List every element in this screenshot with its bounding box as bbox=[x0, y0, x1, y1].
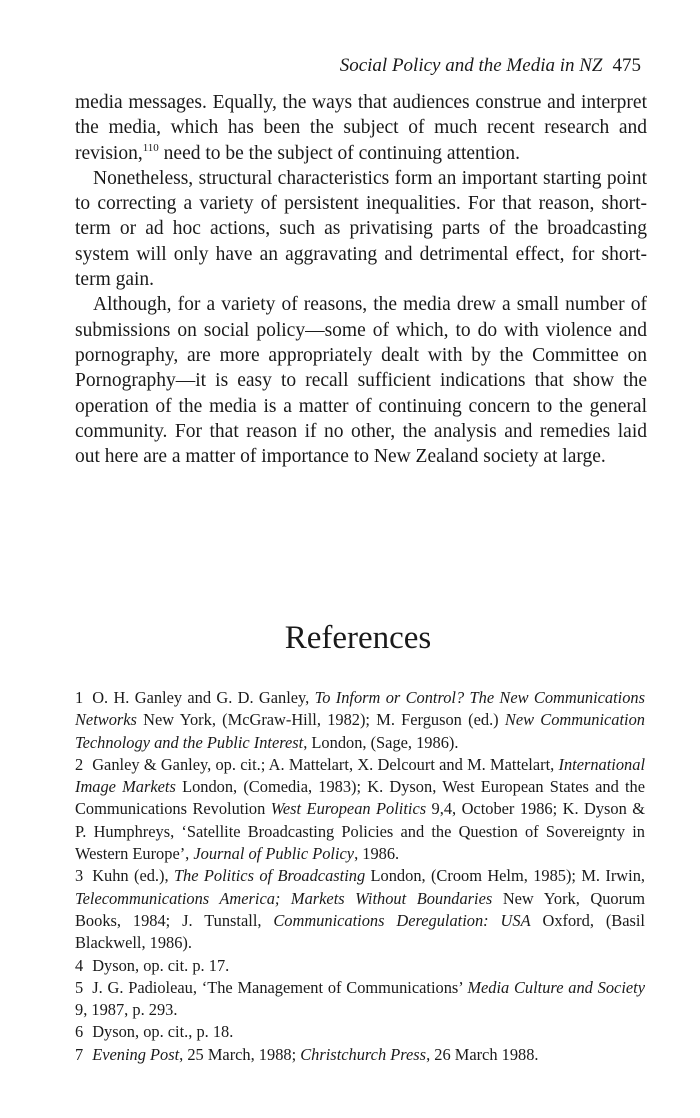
paragraph-3: Although, for a variety of reasons, the media drew a small number of submissions on social policy—some of which, to do with violence and pornography, are more appropriately dealt with by the Committee on Pornography—it is easy to recall sufficient indications that show the operation of the media is a matter of continuing concern to the general community. For that reason if no other, the analysis and remedies laid out here are a matter of importance to New Zealand society at large. bbox=[75, 294, 647, 468]
reference-title: Media Culture and Society bbox=[467, 977, 645, 997]
reference-title: Evening Post bbox=[92, 1044, 180, 1064]
reference-text: , London, (Sage, 1986). bbox=[303, 732, 459, 752]
reference-number: 6 bbox=[75, 1022, 84, 1042]
reference-text: 9, 1987, p. 293. bbox=[75, 1000, 178, 1020]
reference-number: 3 bbox=[75, 866, 84, 886]
reference-text: London, (Comedia, 1983); K. Dyson, West European States and the Communications Revolution bbox=[75, 777, 645, 819]
paragraph-2: Nonetheless, structural characteristics form an important starting point to correcting a variety of persistent inequalities. For that reason, short-term or ad hoc actions, such as privatising parts of the broadcasting system will only have an aggravating and detrimental effect, for short-term gain. bbox=[75, 167, 647, 291]
reference-title: The Politics of Broadcasting bbox=[173, 866, 366, 886]
reference-text: Kuhn (ed.), bbox=[92, 866, 174, 886]
paragraph-1-text-b: need to be the subject of continuing attention. bbox=[158, 142, 520, 164]
references-heading: References bbox=[284, 620, 432, 656]
references-list bbox=[75, 687, 645, 1066]
reference-title: Journal of Public Policy bbox=[193, 844, 355, 864]
reference-number: 1 bbox=[75, 688, 84, 707]
reference-number: 2 bbox=[75, 754, 84, 774]
reference-text: Dyson, op. cit. p. 17. bbox=[92, 955, 230, 975]
reference-text: 9,4, October 1986; K. Dyson & P. Humphreys, ‘Satellite Broadcasting Policies and the Question of Sovereignty in Western Europe’, bbox=[75, 799, 645, 864]
paragraph-1-text-a: media messages. Equally, the ways that audiences construe and interpret the media, which has been the subject of much recent research and revision, bbox=[75, 92, 647, 164]
reference-item bbox=[75, 754, 645, 865]
reference-text: O. H. Ganley and G. D. Ganley, bbox=[92, 688, 315, 707]
reference-text: J. G. Padioleau, ‘The Management of Communications’ bbox=[92, 977, 468, 997]
reference-text: , 26 March 1988. bbox=[426, 1044, 539, 1064]
running-title: Social Policy and the Media in NZ bbox=[339, 55, 603, 76]
reference-title: Communications Deregulation: USA bbox=[273, 910, 531, 930]
reference-item bbox=[75, 1044, 645, 1066]
reference-title: New Communication Technology and the Public Interest bbox=[75, 710, 646, 752]
reference-item bbox=[75, 955, 645, 977]
paragraph-1 bbox=[75, 90, 647, 166]
reference-title: Christchurch Press bbox=[300, 1044, 427, 1064]
body-text bbox=[75, 90, 647, 469]
reference-text: , 25 March, 1988; bbox=[179, 1044, 301, 1064]
reference-text: Oxford, (Basil Blackwell, 1986). bbox=[75, 910, 645, 953]
reference-title: To Inform or Control? The New Communications Networks bbox=[75, 688, 645, 730]
footnote-marker: 110 bbox=[142, 141, 159, 154]
reference-text: Ganley & Ganley, op. cit.; A. Mattelart, X. Delcourt and M. Mattelart, bbox=[92, 754, 559, 774]
reference-text: New York, Quorum Books, 1984; J. Tunstall, bbox=[75, 888, 646, 930]
reference-title: International Image Markets bbox=[75, 754, 645, 797]
reference-text: , 1986. bbox=[354, 844, 400, 864]
reference-number: 4 bbox=[75, 955, 84, 975]
reference-title: Telecommunications America; Markets Without Boundaries bbox=[75, 888, 493, 908]
reference-item bbox=[75, 687, 645, 754]
reference-item bbox=[75, 1021, 645, 1043]
reference-text: New York, (McGraw-Hill, 1982); M. Ferguson (ed.) bbox=[136, 710, 505, 730]
reference-text: Dyson, op. cit., p. 18. bbox=[92, 1022, 234, 1042]
reference-item bbox=[75, 865, 645, 954]
reference-item bbox=[75, 977, 645, 1022]
running-header bbox=[75, 55, 641, 77]
reference-number: 7 bbox=[75, 1044, 84, 1064]
reference-number: 5 bbox=[75, 977, 84, 997]
page-number: 475 bbox=[612, 55, 641, 76]
reference-title: West European Politics bbox=[270, 799, 427, 819]
reference-text: London, (Croom Helm, 1985); M. Irwin, bbox=[365, 866, 645, 886]
